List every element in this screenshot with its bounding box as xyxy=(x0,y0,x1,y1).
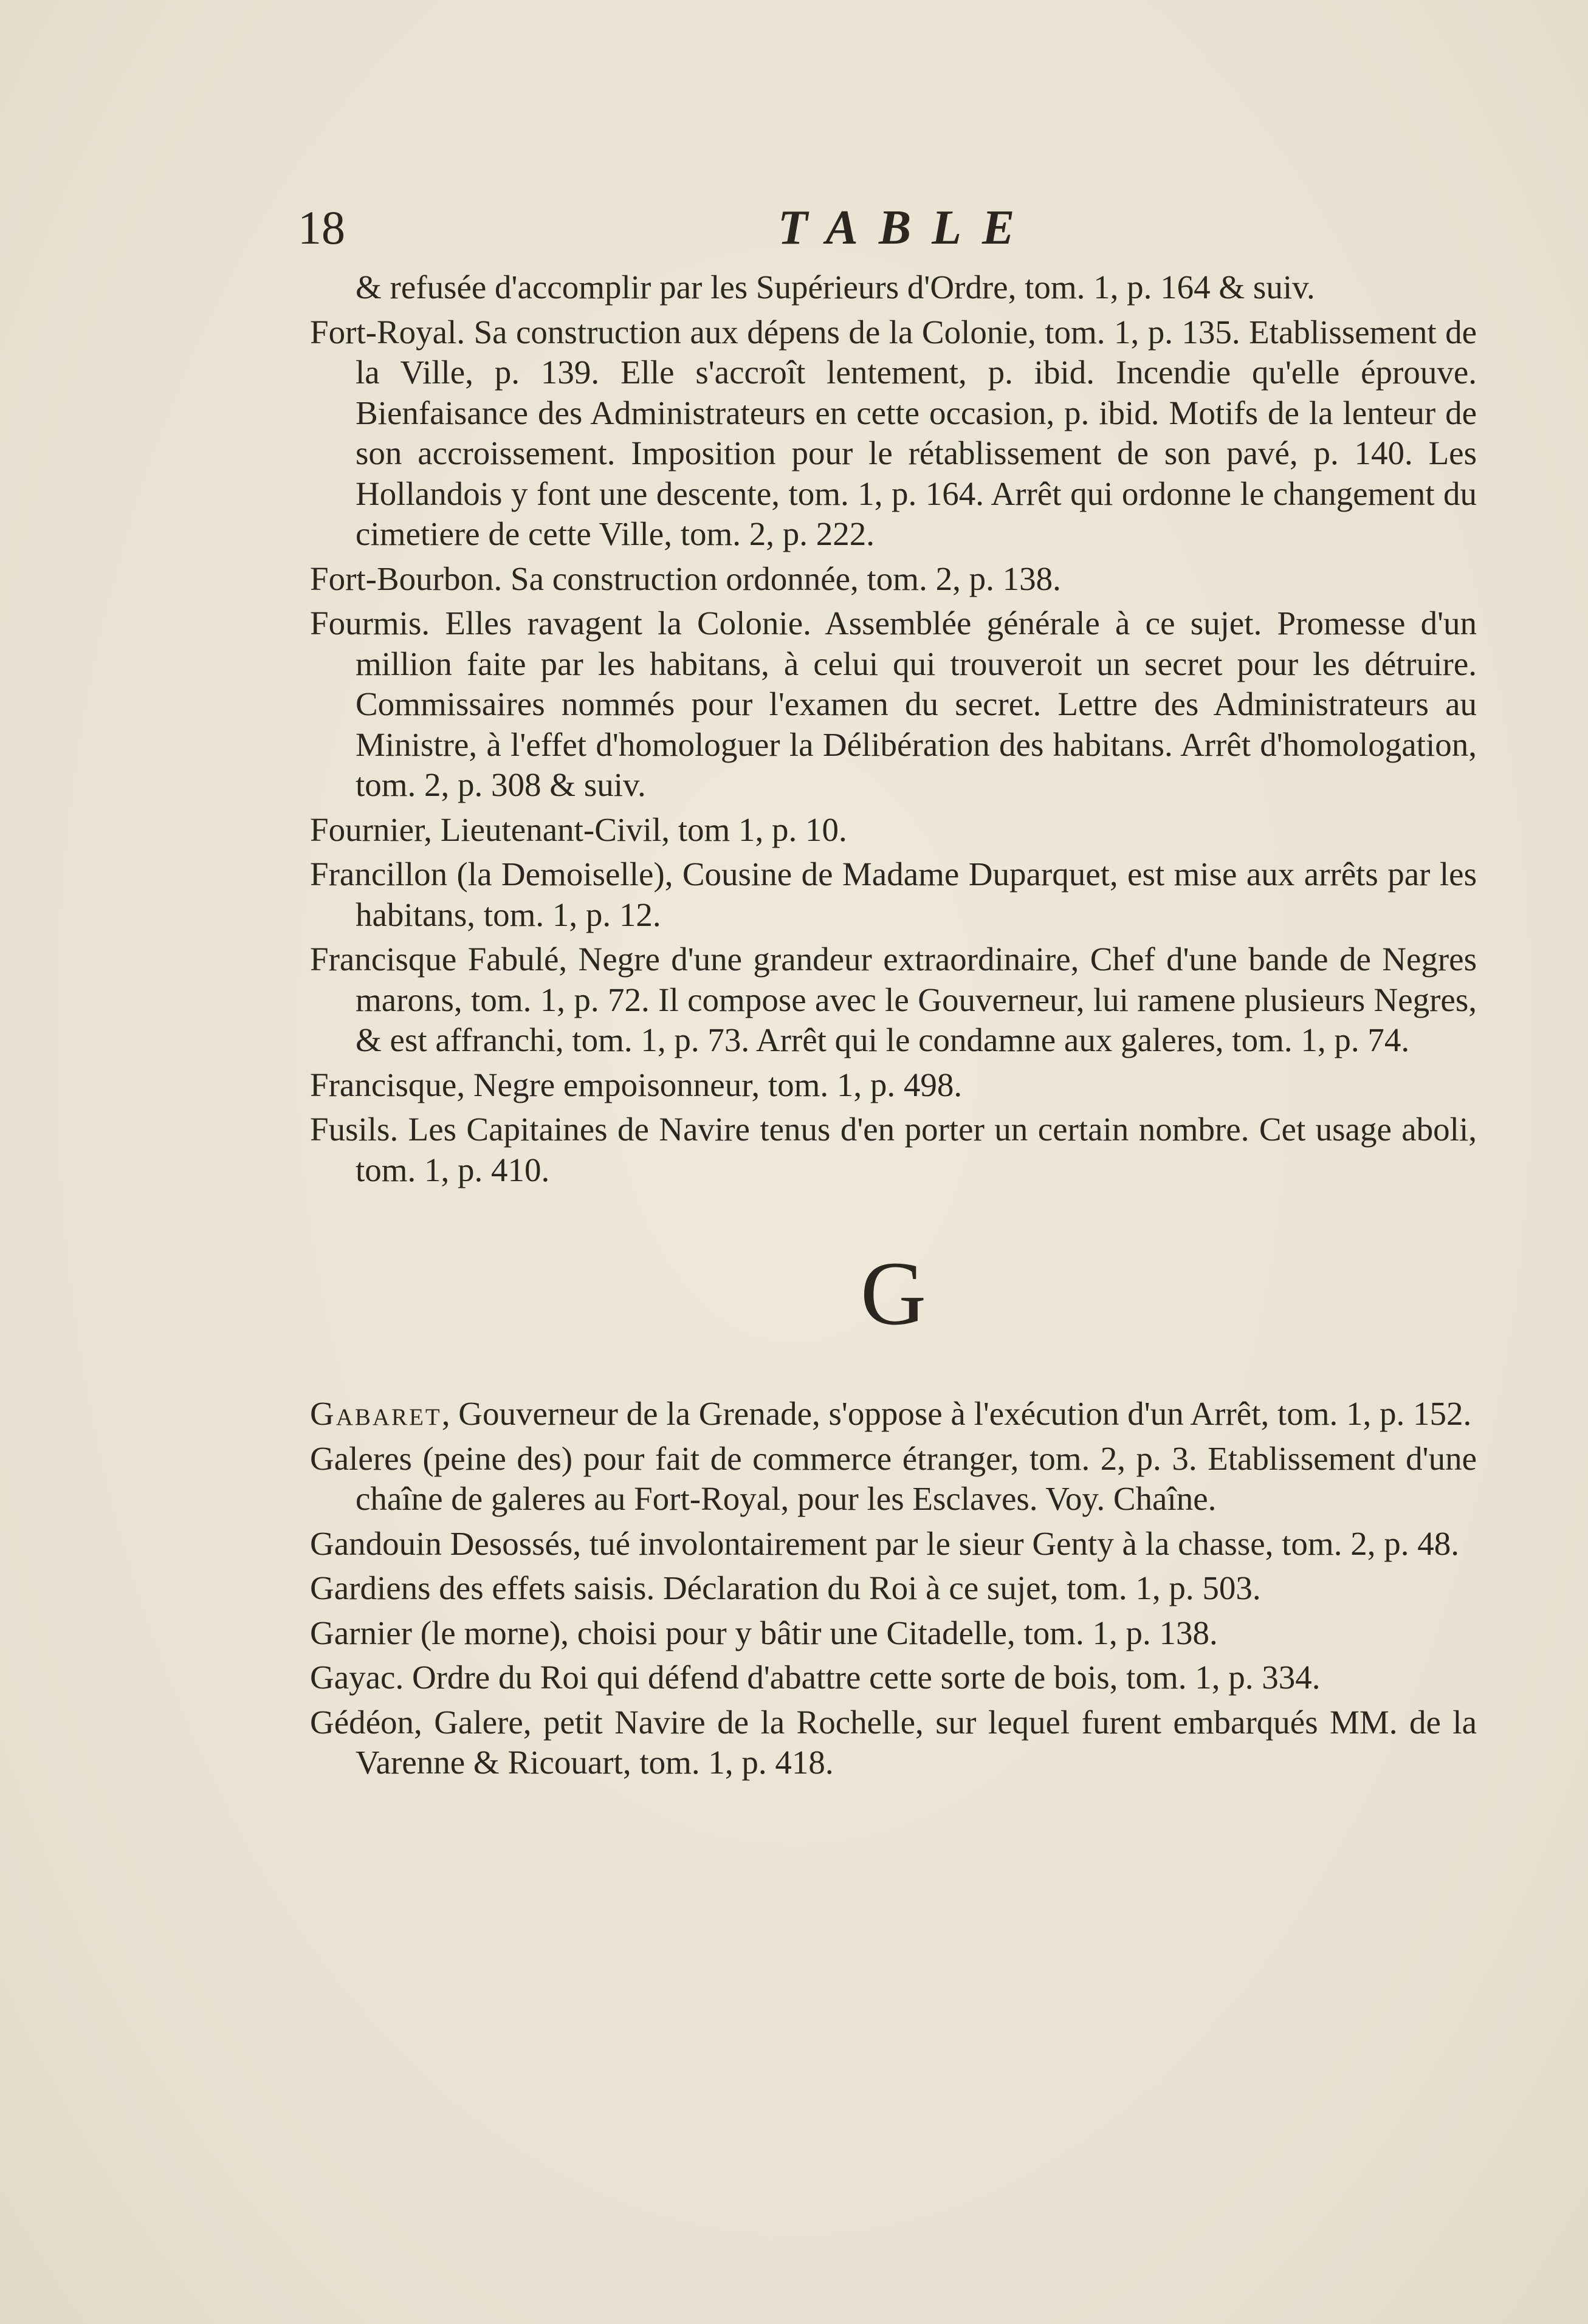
index-entry-fourmis: Fourmis. Elles ravagent la Colonie. Assemblée générale à ce sujet. Promesse d'un million faite par les habitans, à celui qui trouveroit un secret pour les détruire. Commissaires nommés pour l'examen du secret. Lettre des Administrateurs au Ministre, à l'effet d'homologuer la Délibération des habitans. Arrêt d'homologation, tom. 2, p. 308 & suiv. xyxy=(310,605,1477,803)
index-entry-francillon: Francillon (la Demoiselle), Cousine de Madame Duparquet, est mise aux arrêts par les habitans, tom. 1, p. 12. xyxy=(310,855,1477,933)
index-entry-fournier: Fournier, Lieutenant-Civil, tom 1, p. 10. xyxy=(310,811,847,848)
index-entry-continuation: & refusée d'accomplir par les Supérieurs d'Ordre, tom. 1, p. 164 & suiv. xyxy=(356,269,1315,306)
index-entry-galeres: Galeres (peine des) pour fait de commerce étranger, tom. 2, p. 3. Etablissement d'une chaîne de galeres au Fort-Royal, pour les Esclaves. Voy. Chaîne. xyxy=(310,1439,1477,1517)
index-entry-francisque: Francisque, Negre empoisonneur, tom. 1, p. 498. xyxy=(310,1066,963,1103)
index-entry-gabaret-text: , Gouverneur de la Grenade, s'oppose à l'exécution d'un Arrêt, tom. 1, p. 152. xyxy=(441,1395,1472,1432)
index-entry-garnier: Garnier (le morne), choisi pour y bâtir une Citadelle, tom. 1, p. 138. xyxy=(310,1614,1218,1651)
index-entry-gedeon: Gédéon, Galere, petit Navire de la Rochelle, sur lequel furent embarqués MM. de la Varenne & Ricouart, tom. 1, p. 418. xyxy=(310,1703,1477,1781)
index-entry-gayac: Gayac. Ordre du Roi qui défend d'abattre cette sorte de bois, tom. 1, p. 334. xyxy=(310,1659,1321,1696)
page-header xyxy=(0,197,1588,258)
index-entry-gabaret xyxy=(310,1394,1477,1435)
section-letter-heading: G xyxy=(860,1243,927,1344)
index-column xyxy=(310,267,1477,1783)
index-entry-fusils: Fusils. Les Capitaines de Navire tenus d'en porter un certain nombre. Cet usage aboli, tom. 1, p. 410. xyxy=(310,1111,1477,1188)
index-entry-fort-royal: Fort-Royal. Sa construction aux dépens de la Colonie, tom. 1, p. 135. Etablissement de la Ville, p. 139. Elle s'accroît lentement, p. ibid. Incendie qu'elle éprouve. Bienfaisance des Administrateurs en cette occasion, p. ibid. Motifs de la lenteur de son accroissement. Imposition pour le rétablissement de son pavé, p. 140. Les Hollandois y font une descente, tom. 1, p. 164. Arrêt qui ordonne le changement du cimetiere de cette Ville, tom. 2, p. 222. xyxy=(310,313,1477,552)
index-entry-gandouin: Gandouin Desossés, tué involontairement par le sieur Genty à la chasse, tom. 2, p. 48. xyxy=(310,1524,1459,1562)
index-entry-fort-bourbon: Fort-Bourbon. Sa construction ordonnée, tom. 2, p. 138. xyxy=(310,560,1061,597)
running-title: TABLE xyxy=(778,201,1036,255)
page-number: 18 xyxy=(298,201,345,254)
index-entry-gabaret-lead: Gabaret xyxy=(310,1395,442,1432)
index-entry-francisque-fabule: Francisque Fabulé, Negre d'une grandeur extraordinaire, Chef d'une bande de Negres marons, tom. 1, p. 72. Il compose avec le Gouverneur, lui ramene plusieurs Negres, & est affranchi, tom. 1, p. 73. Arrêt qui le condamne aux galeres, tom. 1, p. 74. xyxy=(310,941,1477,1058)
index-entry-gardiens: Gardiens des effets saisis. Déclaration du Roi à ce sujet, tom. 1, p. 503. xyxy=(310,1569,1261,1606)
